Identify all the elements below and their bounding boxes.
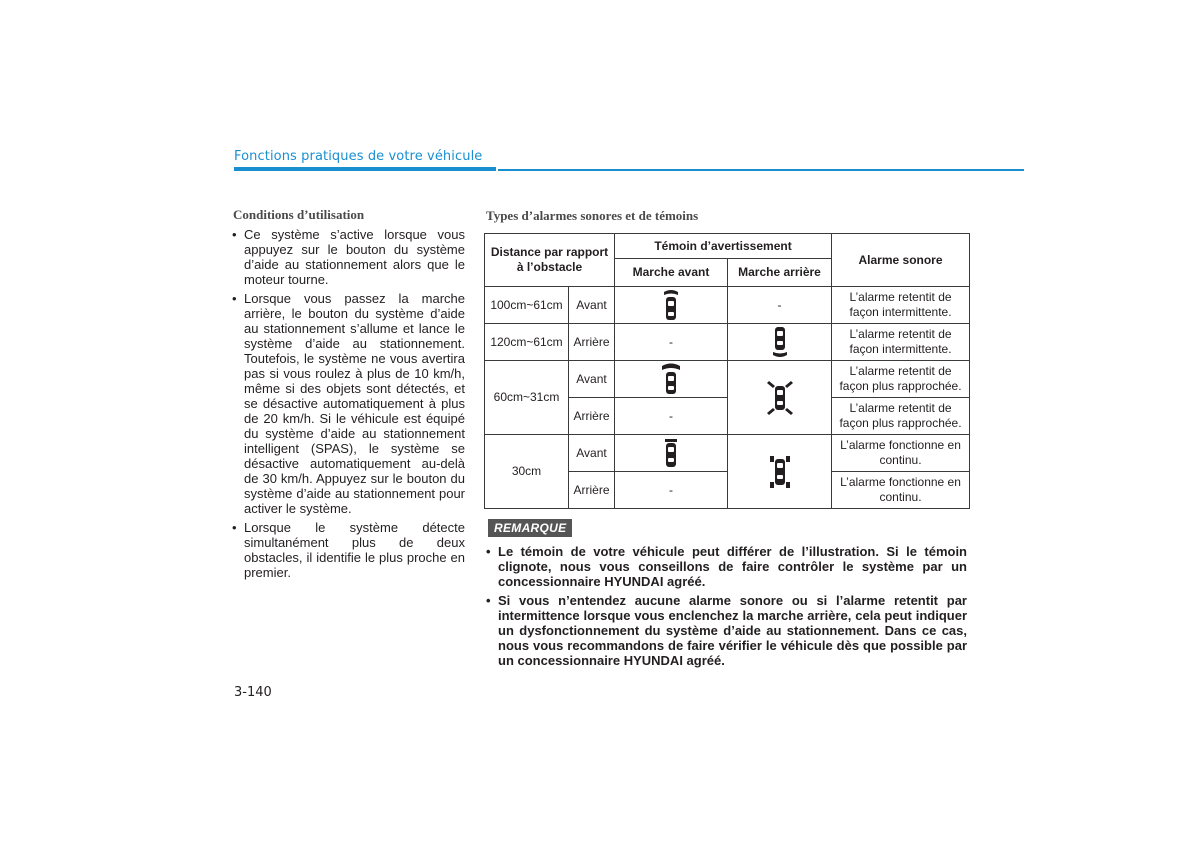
direction-cell: Arrière xyxy=(569,472,615,509)
table-row xyxy=(485,324,970,361)
list-item: • Si vous n’entendez aucune alarme sonore ou si l’alarme retentit par intermittence lorsque vous enclenchez la marche arrière, cela peut indiquer un dysfonctionnement du système d’aide au stationnement. Dans ce cas, nous vous recommandons de faire vérifier le véhicule dès que possible par un concessionnaire HYUNDAI agréé. xyxy=(486,593,967,668)
direction-cell: Arrière xyxy=(569,398,615,435)
alarm-cell: L’alarme retentit de façon plus rapprochée. xyxy=(832,361,970,398)
distance-cell: 30cm xyxy=(485,435,569,509)
car-all-sides-warning-icon xyxy=(767,378,793,418)
reverse-cell xyxy=(728,361,832,435)
table-row xyxy=(485,361,970,398)
left-column xyxy=(232,207,465,584)
distance-cell: 120cm~61cm xyxy=(485,324,569,361)
alarm-cell: L’alarme retentit de façon intermittente. xyxy=(832,287,970,324)
remark-badge: REMARQUE xyxy=(488,519,572,537)
car-front-warning-icon xyxy=(663,288,679,322)
reverse-cell xyxy=(728,435,832,509)
reverse-cell xyxy=(728,324,832,361)
direction-cell: Arrière xyxy=(569,324,615,361)
forward-cell: - xyxy=(615,398,728,435)
alarm-cell: L’alarme retentit de façon intermittente. xyxy=(832,324,970,361)
direction-cell: Avant xyxy=(569,435,615,472)
direction-cell: Avant xyxy=(569,361,615,398)
distance-cell: 100cm~61cm xyxy=(485,287,569,324)
header-indicator: Témoin d’avertissement xyxy=(615,234,832,259)
conditions-list xyxy=(232,227,465,580)
list-item: • Ce système s’active lorsque vous appuyez sur le bouton du système d’aide au stationnement alors que le moteur tourne. xyxy=(232,227,465,287)
header-forward: Marche avant xyxy=(615,259,728,287)
forward-cell xyxy=(615,361,728,398)
alarm-cell: L’alarme fonctionne en continu. xyxy=(832,435,970,472)
forward-cell: - xyxy=(615,472,728,509)
header-alarm: Alarme sonore xyxy=(832,234,970,287)
car-all-sides-warning-icon xyxy=(769,453,791,491)
car-rear-warning-icon xyxy=(772,325,788,359)
alarm-table xyxy=(484,233,970,509)
header-rule-thick xyxy=(234,167,496,171)
alarm-cell: L’alarme retentit de façon plus rapprochée. xyxy=(832,398,970,435)
table-row xyxy=(485,287,970,324)
direction-cell: Avant xyxy=(569,287,615,324)
alarm-cell: L’alarme fonctionne en continu. xyxy=(832,472,970,509)
forward-cell: - xyxy=(615,324,728,361)
forward-cell xyxy=(615,287,728,324)
header-distance: Distance par rapport à l’obstacle xyxy=(485,234,615,287)
table-row xyxy=(485,435,970,472)
list-item: • Le témoin de votre véhicule peut différer de l’illustration. Si le témoin clignote, nous vous conseillons de faire contrôler le système par un concessionnaire HYUNDAI agréé. xyxy=(486,544,967,589)
table-heading: Types d’alarmes sonores et de témoins xyxy=(486,208,699,223)
list-item: • Lorsque vous passez la marche arrière, le bouton du système d’aide au stationnement s’allume et lance le système d’aide au stationnement. Toutefois, le système ne vous avertira pas si vous roulez à plus de 10 km/h, même si des objets sont détectés, et se désactive automatiquement à plus de 20 km/h. Si le véhicule est équipé du système d’aide au stationnement intelligent (SPAS), le système se désactive automatiquement au-delà de 30 km/h. Appuyez sur le bouton du système d’aide au stationnement pour activer le système. xyxy=(232,291,465,516)
reverse-cell: - xyxy=(728,287,832,324)
remark-notes xyxy=(486,544,967,672)
forward-cell xyxy=(615,435,728,472)
page-number: 3-140 xyxy=(234,685,272,700)
distance-cell: 60cm~31cm xyxy=(485,361,569,435)
car-front-warning-icon xyxy=(663,437,679,469)
car-front-warning-icon xyxy=(659,362,683,396)
header-reverse: Marche arrière xyxy=(728,259,832,287)
header-rule-thin xyxy=(498,169,1024,171)
conditions-heading: Conditions d’utilisation xyxy=(233,207,365,222)
section-title: Fonctions pratiques de votre véhicule xyxy=(234,149,483,164)
list-item: • Lorsque le système détecte simultanément plus de deux obstacles, il identifie le plus proche en premier. xyxy=(232,520,465,580)
right-column xyxy=(484,207,969,509)
